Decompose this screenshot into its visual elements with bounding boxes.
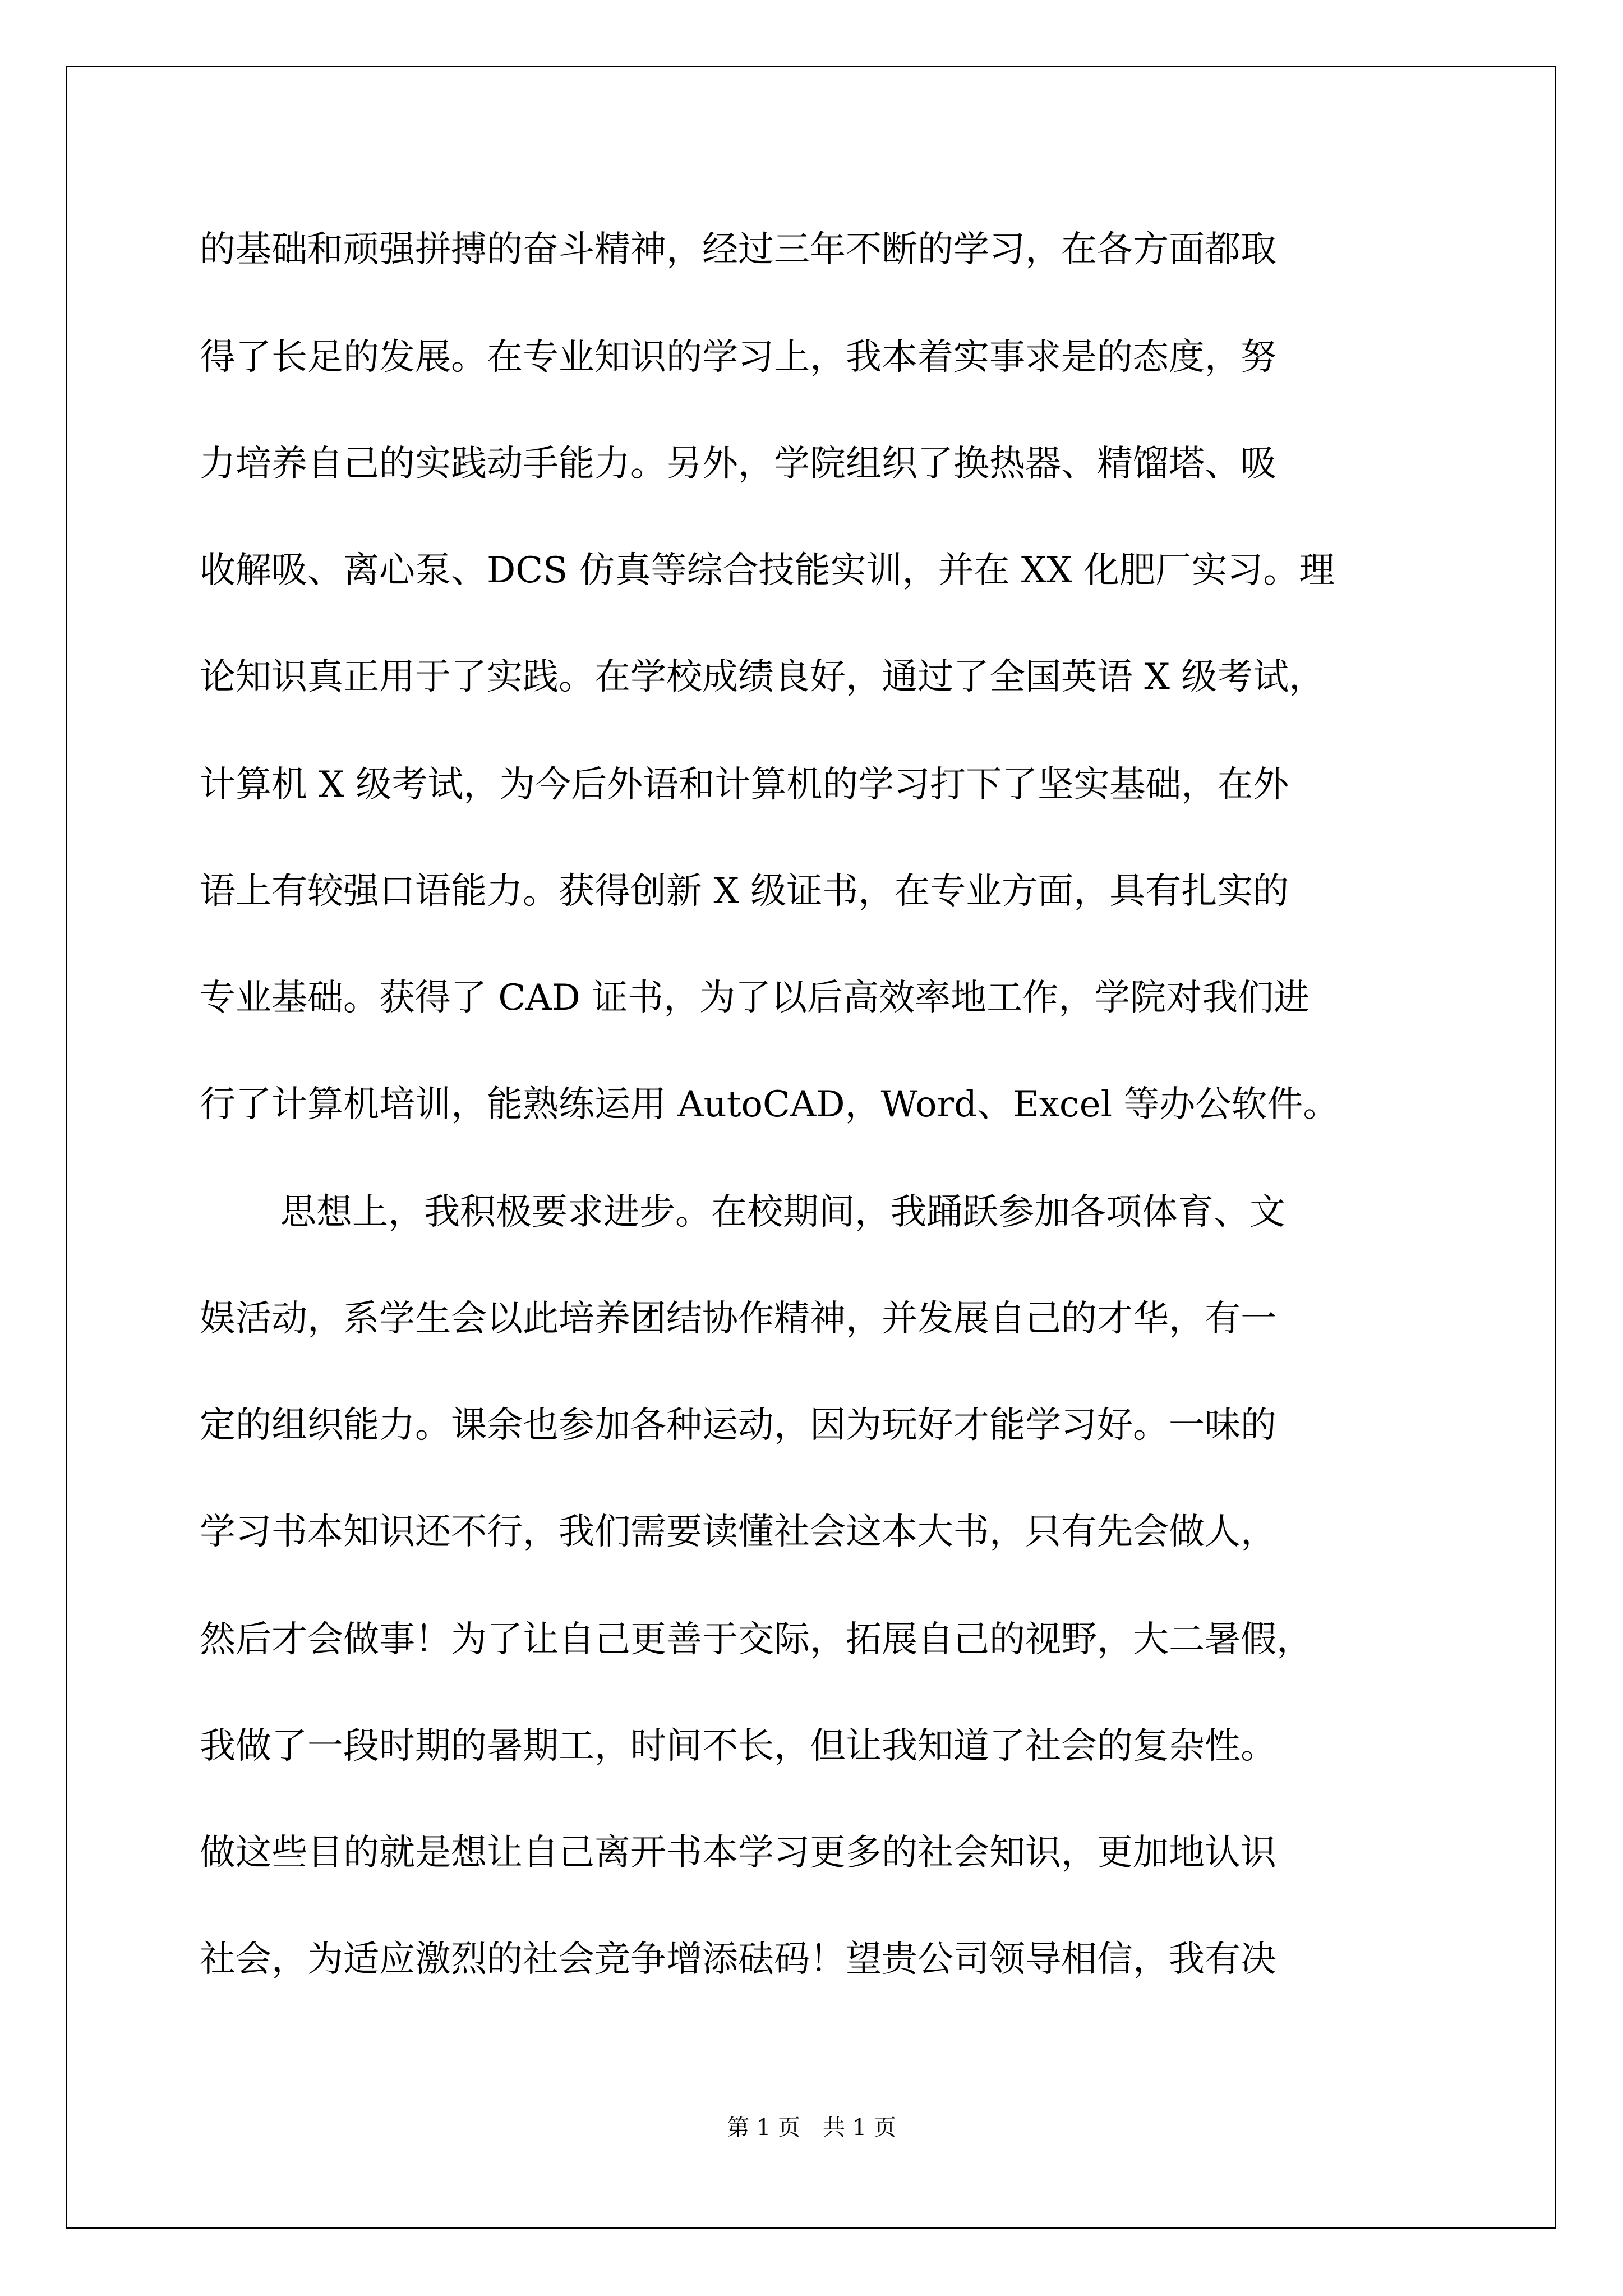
text-line: 论知识真正用于了实践。在学校成绩良好，通过了全国英语 X 级考试， bbox=[200, 656, 1325, 698]
text-line: 的基础和顽强拼搏的奋斗精神，经过三年不断的学习，在各方面都取 bbox=[200, 229, 1276, 270]
text-line: 专业基础。获得了 CAD 证书，为了以后高效率地工作，学院对我们进 bbox=[200, 977, 1310, 1019]
text-line: 学习书本知识还不行，我们需要读懂社会这本大书，只有先会做人， bbox=[200, 1511, 1276, 1553]
paragraph-start-line: 思想上，我积极要求进步。在校期间，我踊跃参加各项体育、文 bbox=[280, 1191, 1285, 1233]
text-line: 得了长足的发展。在专业知识的学习上，我本着实事求是的态度，努 bbox=[200, 337, 1276, 378]
page-border bbox=[66, 66, 1556, 2229]
page-total: 共 1 页 bbox=[823, 2115, 896, 2141]
page-footer bbox=[0, 2114, 1623, 2142]
text-line: 定的组织能力。课余也参加各种运动，因为玩好才能学习好。一味的 bbox=[200, 1405, 1276, 1446]
text-line: 行了计算机培训，能熟练运用 AutoCAD，Word、Excel 等办公软件。 bbox=[200, 1084, 1339, 1125]
text-line: 社会，为适应激烈的社会竞争增添砝码！望贵公司领导相信，我有决 bbox=[200, 1939, 1276, 1980]
text-line: 然后才会做事！为了让自己更善于交际，拓展自己的视野，大二暑假， bbox=[200, 1619, 1312, 1660]
text-line: 我做了一段时期的暑期工，时间不长，但让我知道了社会的复杂性。 bbox=[200, 1726, 1276, 1767]
page-number: 第 1 页 bbox=[727, 2115, 800, 2141]
text-line: 语上有较强口语能力。获得创新 X 级证书，在专业方面，具有扎实的 bbox=[200, 871, 1289, 912]
text-line: 力培养自己的实践动手能力。另外，学院组织了换热器、精馏塔、吸 bbox=[200, 443, 1276, 485]
text-line: 娱活动，系学生会以此培养团结协作精神，并发展自己的才华，有一 bbox=[200, 1298, 1276, 1340]
text-line: 计算机 X 级考试，为今后外语和计算机的学习打下了坚实基础，在外 bbox=[200, 764, 1289, 806]
text-line: 收解吸、离心泵、DCS 仿真等综合技能实训，并在 XX 化肥厂实习。理 bbox=[200, 550, 1335, 591]
text-line: 做这些目的就是想让自己离开书本学习更多的社会知识，更加地认识 bbox=[200, 1832, 1276, 1874]
